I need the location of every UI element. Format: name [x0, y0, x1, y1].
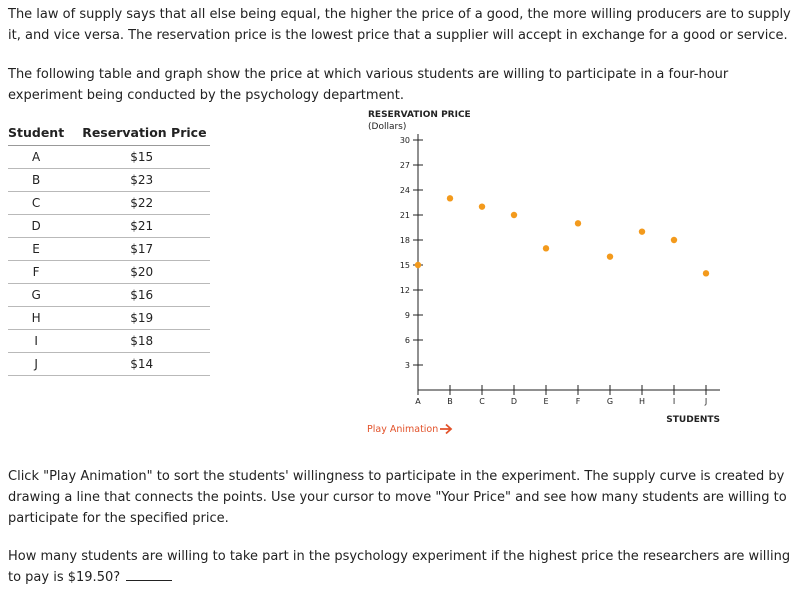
y-tick-label: 24 [399, 186, 410, 195]
play-animation-link[interactable] [367, 424, 451, 435]
cell-student: B [8, 169, 64, 192]
table-row [8, 261, 210, 284]
cell-price: $16 [64, 284, 210, 307]
x-tick-label: H [638, 397, 646, 406]
table-row [8, 146, 210, 169]
x-tick-label: C [479, 397, 485, 406]
cell-price: $22 [64, 192, 210, 215]
data-point-i[interactable] [671, 237, 677, 243]
cell-price: $17 [64, 238, 210, 261]
data-point-f[interactable] [575, 220, 581, 226]
cell-student: H [8, 307, 64, 330]
cell-price: $23 [64, 169, 210, 192]
data-point-j[interactable] [703, 270, 709, 276]
x-tick-label: A [415, 397, 421, 406]
answer-blank[interactable] [126, 579, 172, 581]
data-point-e[interactable] [543, 245, 549, 251]
cell-student: C [8, 192, 64, 215]
data-point-b[interactable] [447, 195, 453, 201]
cell-price: $15 [64, 146, 210, 169]
reservation-price-table [8, 122, 210, 376]
table-header-row [8, 122, 210, 146]
y-axis-unit: (Dollars) [368, 122, 407, 132]
cell-price: $19 [64, 307, 210, 330]
table-row [8, 238, 210, 261]
x-axis-title: STUDENTS [666, 415, 720, 425]
table-row [8, 169, 210, 192]
cell-student: G [8, 284, 64, 307]
x-tick-label: B [447, 397, 453, 406]
table-row [8, 307, 210, 330]
data-point-d[interactable] [511, 212, 517, 218]
cell-price: $14 [64, 353, 210, 376]
cell-student: J [8, 353, 64, 376]
cell-price: $21 [64, 215, 210, 238]
question-text: How many students are willing to take part in the psychology experiment if the highest price the researchers are willing to pay is $19.50? [8, 549, 791, 585]
x-tick-label: J [704, 397, 708, 406]
data-point-h[interactable] [639, 228, 645, 234]
y-axis-title: RESERVATION PRICE [368, 110, 471, 120]
y-tick-label: 6 [404, 336, 410, 345]
table-row [8, 215, 210, 238]
cell-student: D [8, 215, 64, 238]
instructions-paragraph: Click "Play Animation" to sort the students' willingness to participate in the experiment. The supply curve is created by drawing a line that connects the points. Use your cursor to move "Your Price" and see how many students are willing to participate for the specified price. [8, 469, 787, 526]
table-row [8, 330, 210, 353]
data-point-g[interactable] [607, 253, 613, 259]
y-tick-label: 3 [404, 361, 410, 370]
x-tick-label: G [606, 397, 614, 406]
setup-paragraph: The following table and graph show the price at which various students are willing to participate in a four-hour experiment being conducted by the psychology department. [8, 67, 729, 103]
table-row [8, 284, 210, 307]
y-tick-label: 18 [399, 236, 410, 245]
cell-student: I [8, 330, 64, 353]
cell-price: $18 [64, 330, 210, 353]
x-tick-label: D [510, 397, 518, 406]
header-reservation-price: Reservation Price [64, 122, 210, 146]
table-row [8, 192, 210, 215]
y-tick-label: 27 [399, 161, 410, 170]
x-tick-label: E [543, 397, 549, 406]
cell-student: F [8, 261, 64, 284]
y-tick-label: 12 [399, 286, 410, 295]
y-tick-label: 15 [399, 261, 410, 270]
header-student: Student [8, 122, 64, 146]
play-animation-label[interactable]: Play Animation [367, 424, 439, 435]
y-tick-label: 21 [399, 211, 410, 220]
question-paragraph [8, 546, 794, 588]
data-point-c[interactable] [479, 203, 485, 209]
arrow-right-icon[interactable] [440, 425, 451, 434]
reservation-price-chart [360, 100, 740, 440]
intro-paragraph: The law of supply says that all else being equal, the higher the price of a good, the more willing producers are to supply it, and vice versa. The reservation price is the lowest price that a supplier will accept in exchange for a good or service. [8, 7, 791, 43]
y-tick-label: 9 [404, 311, 410, 320]
x-tick-label: I [672, 397, 676, 406]
y-tick-label: 30 [399, 136, 410, 145]
cell-price: $20 [64, 261, 210, 284]
table-row [8, 353, 210, 376]
cell-student: E [8, 238, 64, 261]
data-point-a[interactable] [415, 262, 421, 268]
x-tick-label: F [575, 397, 581, 406]
cell-student: A [8, 146, 64, 169]
